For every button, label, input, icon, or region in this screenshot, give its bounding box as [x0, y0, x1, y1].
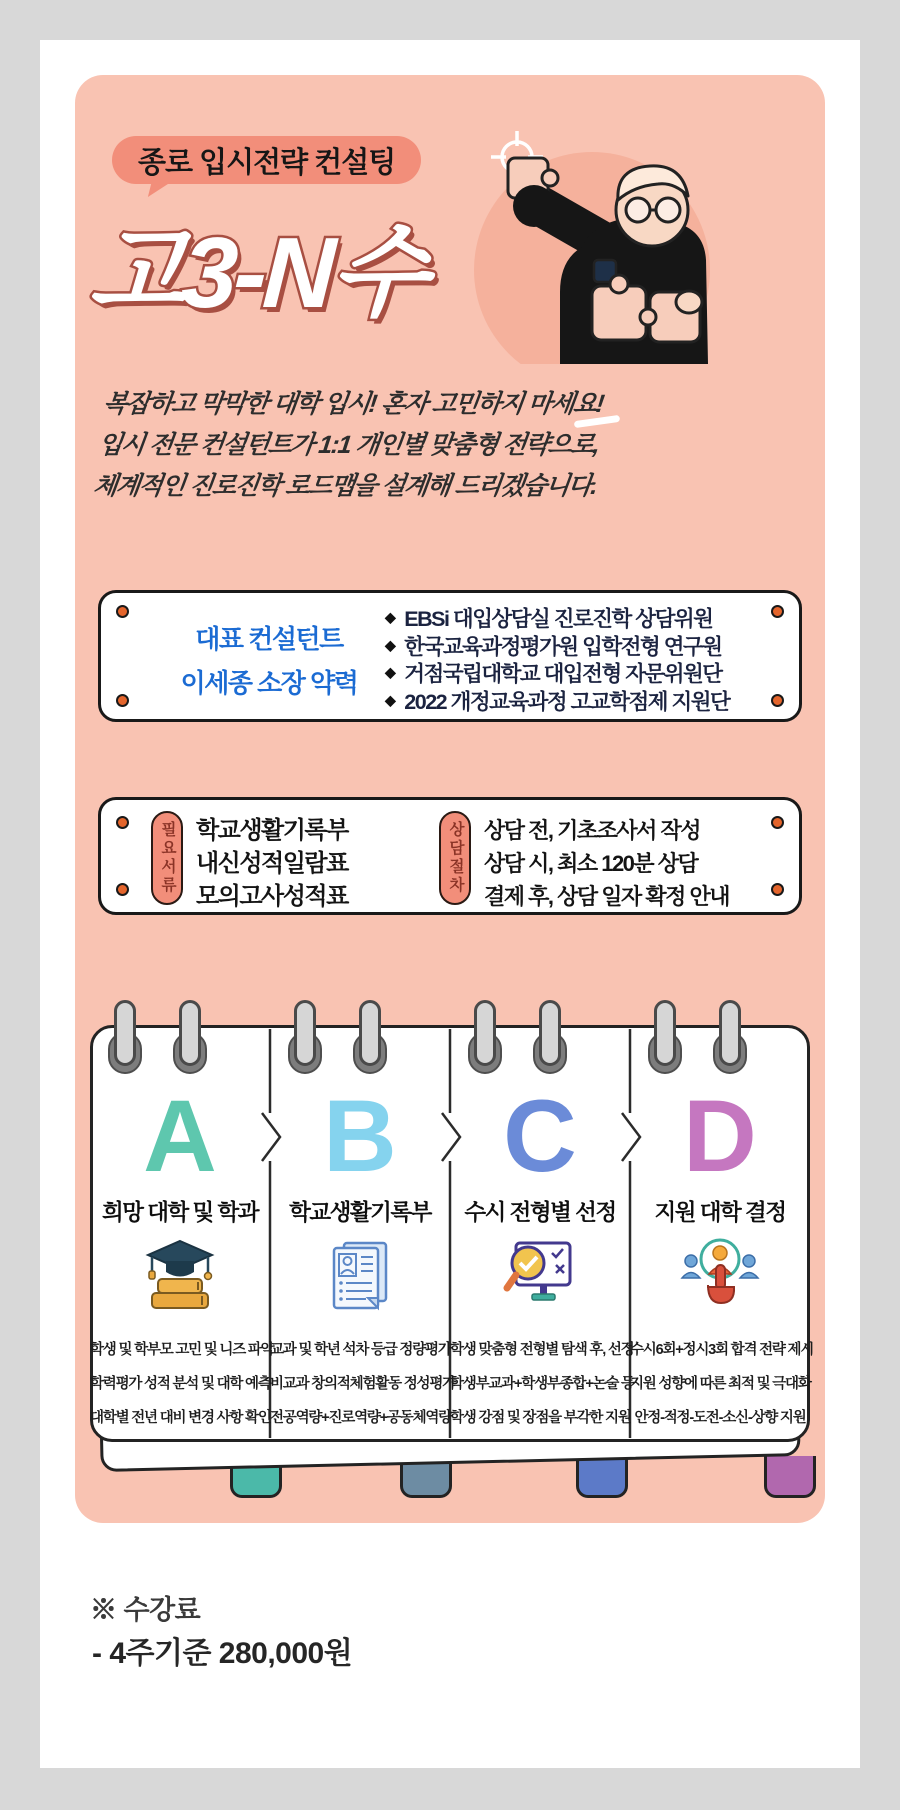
rivet-dot	[771, 883, 784, 896]
people-select-hand-icon	[630, 1233, 810, 1317]
credential-item	[385, 659, 729, 687]
credential-item	[385, 632, 729, 660]
step-detail: 지원 성향에 따른 최적 및 극대화	[630, 1376, 811, 1392]
procedure-item: 상담 전, 기초조사서 작성	[484, 818, 700, 843]
doc-item: 내신성적일람표	[196, 850, 348, 877]
puzzle-person-illustration	[442, 152, 714, 364]
step-detail: 학력평가 성적 분석 및 대학 예측	[90, 1376, 271, 1392]
calendar-tab-c	[576, 1456, 628, 1498]
record-document-icon	[270, 1233, 450, 1317]
brand-badge-label: 종로 입시전략 컨설팅	[138, 146, 396, 179]
step-letter: C	[503, 1078, 577, 1193]
process-step-b	[270, 1025, 455, 1442]
rivet-dot	[771, 605, 784, 618]
step-title: 희망 대학 및 학과	[102, 1200, 258, 1225]
page-title: 고3-N수	[86, 217, 427, 329]
intro-line: 체계적인 진로진학 로드맵을 설계해 드리겠습니다.	[91, 472, 599, 500]
rivet-dot	[116, 694, 129, 707]
credential-text: 2022 개정교육과정 고교학점제 지원단	[404, 689, 730, 714]
credential-text: 한국교육과정평가원 입학전형 연구원	[404, 634, 722, 659]
step-letter: A	[143, 1078, 217, 1193]
consultant-heading-line2: 이세종 소장 약력	[180, 668, 358, 698]
procedure-item: 결제 후, 상담 일자 확정 안내	[484, 884, 729, 909]
rivet-dot	[116, 605, 129, 618]
binder-ring	[654, 1000, 676, 1066]
intro-line: 복잡하고 막막한 대학 입시! 혼자 고민하지 마세요!	[101, 390, 605, 418]
step-detail: 학생 강점 및 장점을 부각한 지원	[450, 1410, 631, 1426]
credential-text: EBSi 대입상담실 진로진학 상담위원	[404, 607, 713, 632]
step-detail: 학생 및 학부모 고민 및 니즈 파악	[90, 1342, 274, 1358]
step-title: 수시 전형별 선정	[464, 1200, 616, 1225]
diamond-bullet-icon: ◆	[385, 691, 395, 708]
consultant-heading	[143, 593, 395, 719]
procedure-label: 상담절차	[439, 811, 471, 905]
credential-text: 거점국립대학교 대입전형 자문위원단	[404, 662, 722, 687]
consultant-heading-line1: 대표 컨설턴트	[195, 624, 343, 654]
step-detail: 대학별 전년 대비 변경 사항 확인	[90, 1410, 271, 1426]
credential-item	[385, 687, 729, 715]
step-detail: 학생부교과+학생부종합+논술 등	[450, 1376, 634, 1392]
info-box	[98, 797, 802, 915]
doc-item: 모의고사성적표	[196, 883, 348, 910]
calendar-tab-d	[764, 1456, 816, 1498]
search-checklist-icon	[450, 1233, 630, 1317]
binder-ring	[719, 1000, 741, 1066]
rivet-dot	[116, 816, 129, 829]
diamond-bullet-icon: ◆	[385, 609, 395, 626]
required-docs-label: 필요서류	[151, 811, 183, 905]
credential-item	[385, 604, 729, 632]
fee-heading: ※ 수강료	[90, 1595, 201, 1625]
required-docs-list	[196, 814, 348, 913]
step-detail: 비교과 창의적체험활동 정성평가	[270, 1376, 455, 1392]
step-detail-lines	[270, 1333, 455, 1435]
intro-paragraph	[91, 384, 609, 507]
procedure-list	[484, 814, 729, 913]
fee-detail: - 4주기준 280,000원	[92, 1637, 353, 1670]
process-step-a	[90, 1025, 274, 1442]
intro-line: 입시 전문 컨설턴트가 1:1 개인별 맞춤형 전략으로,	[96, 431, 601, 459]
rivet-dot	[771, 816, 784, 829]
binder-ring	[539, 1000, 561, 1066]
step-title: 학교생활기록부	[289, 1200, 431, 1225]
binder-ring	[359, 1000, 381, 1066]
process-step-c	[450, 1025, 634, 1442]
binder-ring	[114, 1000, 136, 1066]
consultant-credentials-list	[385, 604, 729, 714]
step-detail: 안정-적정-도전-소신-상향 지원	[634, 1410, 806, 1426]
process-step-d	[630, 1025, 814, 1442]
step-detail: 교과 및 학년 석차 등급 정량평가	[270, 1342, 451, 1358]
doc-item: 학교생활기록부	[196, 817, 348, 844]
consultant-box	[98, 590, 802, 722]
step-detail-lines	[630, 1333, 814, 1435]
step-title: 지원 대학 결정	[654, 1200, 786, 1225]
step-detail: 전공역량+진로역량+공동체역량	[270, 1410, 452, 1426]
step-letter: B	[323, 1078, 397, 1193]
binder-ring	[294, 1000, 316, 1066]
rivet-dot	[116, 883, 129, 896]
step-detail-lines	[450, 1333, 634, 1435]
graduation-cap-books-icon	[90, 1233, 270, 1317]
binder-ring	[179, 1000, 201, 1066]
step-detail: 학생 맞춤형 전형별 탐색 후, 선정	[450, 1342, 634, 1358]
rivet-dot	[771, 694, 784, 707]
step-detail-lines	[90, 1333, 274, 1435]
step-letter: D	[683, 1078, 757, 1193]
brand-badge	[112, 136, 421, 184]
diamond-bullet-icon: ◆	[385, 664, 395, 681]
binder-ring	[474, 1000, 496, 1066]
step-detail: 수시6회+정시3회 합격 전략 제시	[630, 1342, 814, 1358]
procedure-item: 상담 시, 최소 120분 상담	[484, 851, 698, 876]
diamond-bullet-icon: ◆	[385, 636, 395, 653]
